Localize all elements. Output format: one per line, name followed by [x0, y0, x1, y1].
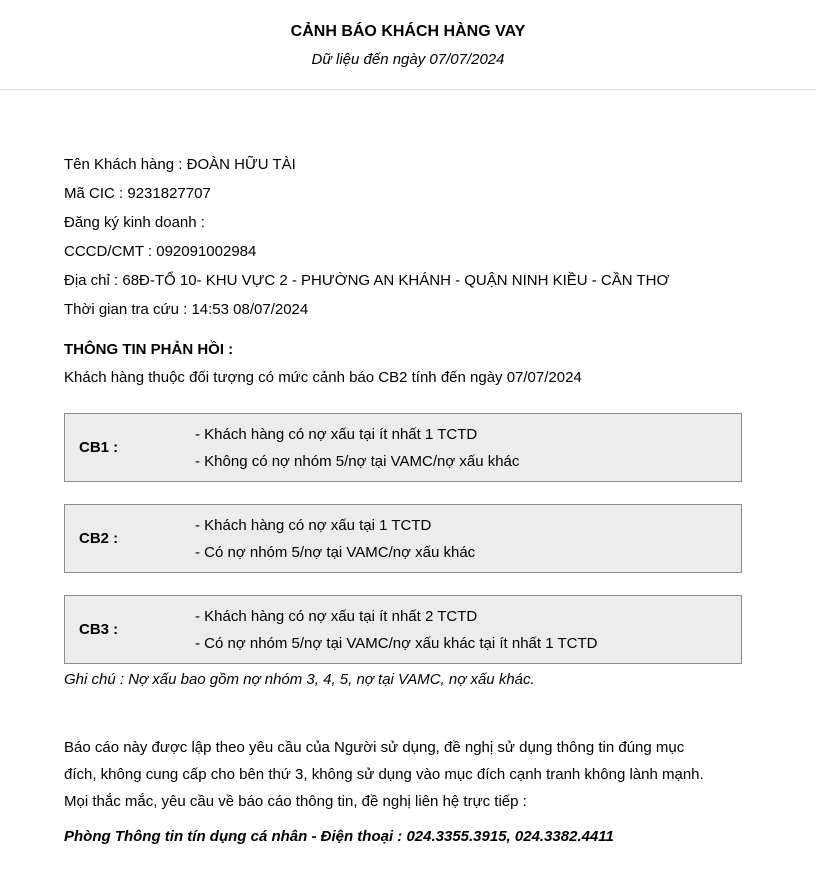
warning-box-cb3-label: CB3 :	[79, 621, 119, 638]
warning-level-boxes	[64, 413, 766, 664]
address-line	[64, 266, 766, 295]
warning-criteria-line: - Khách hàng có nợ xấu tại ít nhất 2 TCTD	[195, 607, 478, 625]
field-separator: :	[174, 156, 187, 173]
warning-criteria-line: - Khách hàng có nợ xấu tại ít nhất 1 TCTD	[195, 425, 478, 443]
data-as-of-date: Dữ liệu đến ngày 07/07/2024	[311, 51, 505, 68]
field-separator: :	[109, 272, 123, 289]
field-separator: :	[143, 243, 157, 260]
disclaimer-paragraph	[64, 734, 766, 815]
business-registration-line	[64, 208, 766, 237]
report-body	[64, 150, 766, 850]
warning-criteria-line: - Có nợ nhóm 5/nợ tại VAMC/nợ xấu khác tại ít nhất 1 TCTD	[195, 634, 598, 652]
field-label: Đăng ký kinh doanh	[64, 214, 197, 231]
warning-box-cb3-description	[195, 603, 597, 657]
customer-name-value: ĐOÀN HỮU TÀI	[186, 156, 296, 173]
cic-code-line	[64, 179, 766, 208]
warning-box-cb1-label: CB1 :	[79, 439, 119, 456]
warning-criteria-line: - Không có nợ nhóm 5/nợ tại VAMC/nợ xấu khác	[195, 452, 520, 470]
id-number-line	[64, 237, 766, 266]
field-label: Mã CIC	[64, 185, 115, 202]
warning-criteria-line: - Khách hàng có nợ xấu tại 1 TCTD	[195, 516, 432, 534]
disclaimer-line: Mọi thắc mắc, yêu cầu về báo cáo thông tin, đề nghị liên hệ trực tiếp :	[64, 793, 527, 810]
warning-box-cb2	[64, 504, 742, 573]
warning-box-cb2-description	[195, 512, 475, 566]
cic-code-value: 9231827707	[127, 185, 211, 202]
field-separator: :	[196, 214, 205, 231]
field-separator: :	[178, 301, 192, 318]
field-label: Tên Khách hàng	[64, 156, 175, 173]
bad-debt-note: Ghi chú : Nợ xấu bao gồm nợ nhóm 3, 4, 5, nợ tại VAMC, nợ xấu khác.	[64, 671, 535, 688]
feedback-section-heading: THÔNG TIN PHẢN HỒI :	[64, 341, 234, 358]
warning-criteria-line: - Có nợ nhóm 5/nợ tại VAMC/nợ xấu khác	[195, 543, 476, 561]
warning-level-summary: Khách hàng thuộc đối tượng có mức cảnh báo CB2 tính đến ngày 07/07/2024	[64, 369, 582, 386]
lookup-time-value: 14:53 08/07/2024	[191, 301, 309, 318]
disclaimer-line: Báo cáo này được lập theo yêu cầu của Người sử dụng, đề nghị sử dụng thông tin đúng mục	[64, 739, 685, 756]
warning-box-cb2-label: CB2 :	[79, 530, 119, 547]
customer-name-line	[64, 150, 766, 179]
page-title: CẢNH BÁO KHÁCH HÀNG VAY	[290, 23, 526, 40]
lookup-time-line	[64, 295, 766, 324]
field-separator: :	[114, 185, 128, 202]
header-divider	[0, 89, 816, 90]
field-label: Thời gian tra cứu	[64, 301, 179, 318]
field-label: CCCD/CMT	[64, 243, 144, 260]
address-value: 68Đ-TỔ 10- KHU VỰC 2 - PHƯỜNG AN KHÁNH - QUẬN NINH KIỀU - CẦN THƠ	[122, 272, 670, 289]
id-number-value: 092091002984	[156, 243, 257, 260]
customer-info-block	[64, 150, 766, 324]
contact-info-line: Phòng Thông tin tín dụng cá nhân - Điện thoại : 024.3355.3915, 024.3382.4411	[64, 828, 614, 845]
warning-box-cb1	[64, 413, 742, 482]
warning-box-cb3	[64, 595, 742, 664]
disclaimer-line: đích, không cung cấp cho bên thứ 3, không sử dụng vào mục đích cạnh tranh không lành mạnh.	[64, 766, 704, 783]
warning-box-cb1-description	[195, 421, 519, 475]
report-header	[0, 0, 816, 69]
field-label: Địa chỉ	[64, 272, 110, 289]
